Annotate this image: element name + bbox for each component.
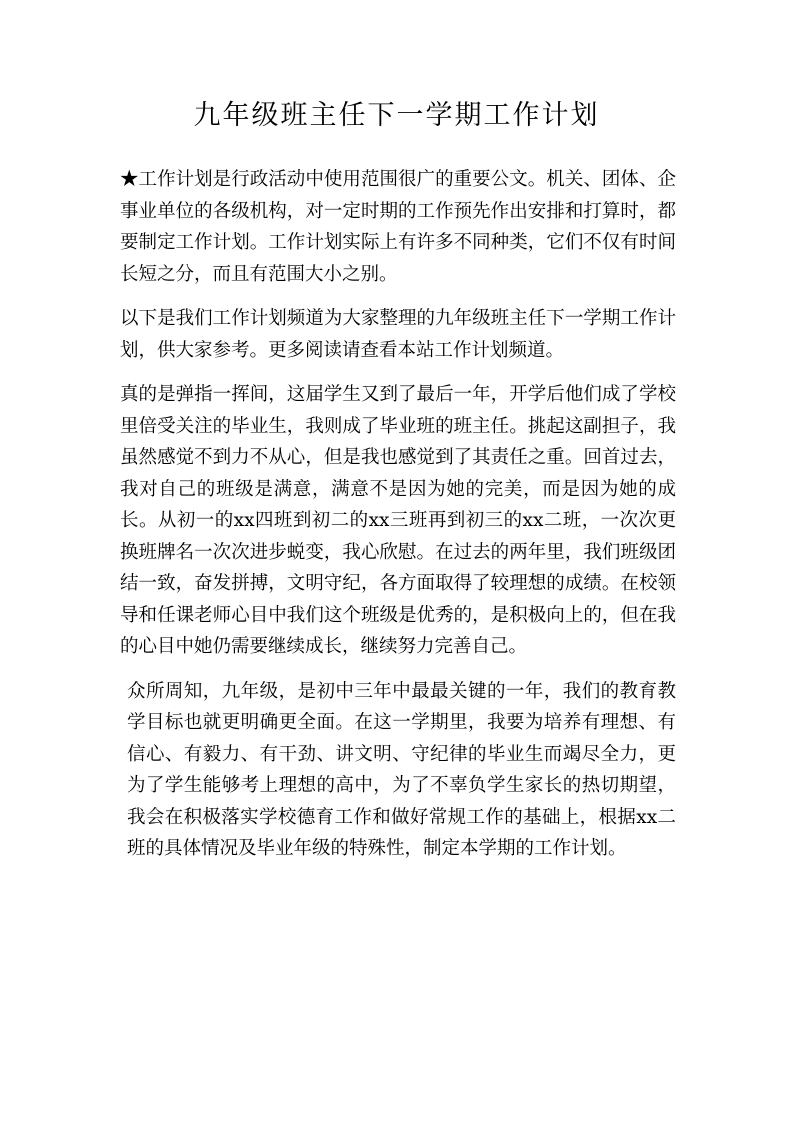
paragraph-intro: ★工作计划是行政活动中使用范围很广的重要公文。机关、团体、企事业单位的各级机构，对一定时期的工作预先作出安排和打算时，都要制定工作计划。工作计划实际上有许多不同种类，它们不仅有时间长短之分，而且有范围大小之别。 — [120, 169, 676, 285]
paragraph-plan-goals: 众所周知，九年级，是初中三年中最最关键的一年，我们的教育教学目标也就更明确更全面。在这一学期里，我要为培养有理想、有信心、有毅力、有干劲、讲文明、守纪律的毕业生而竭尽全力，更为了学生能够考上理想的高中，为了不辜负学生家长的热切期望，我会在积极落实学校德育工作和做好常规工作的基础上，根据xx二班的具体情况及毕业年级的特殊性，制定本学期的工作计划。 — [127, 680, 676, 859]
paragraph-reference: 以下是我们工作计划频道为大家整理的九年级班主任下一学期工作计划，供大家参考。更多阅读请查看本站工作计划频道。 — [120, 308, 676, 361]
document-title: 九年级班主任下一学期工作计划 — [193, 100, 600, 131]
document-body — [120, 164, 676, 878]
paragraph-reflection: 真的是弹指一挥间，这届学生又到了最后一年，开学后他们成了学校里倍受关注的毕业生，我则成了毕业班的班主任。挑起这副担子，我虽然感觉不到力不从心，但是我也感觉到了其责任之重。回首过去，我对自己的班级是满意，满意不是因为她的完美，而是因为她的成长。从初一的xx四班到初二的xx三班再到初三的xx二班，一次次更换班牌名一次次进步蜕变，我心欣慰。在过去的两年里，我们班级团结一致，奋发拼搏，文明守纪，各方面取得了较理想的成绩。在校领导和任课老师心目中我们这个班级是优秀的，是积极向上的，但在我的心目中她仍需要继续成长，继续努力完善自己。 — [120, 384, 676, 657]
